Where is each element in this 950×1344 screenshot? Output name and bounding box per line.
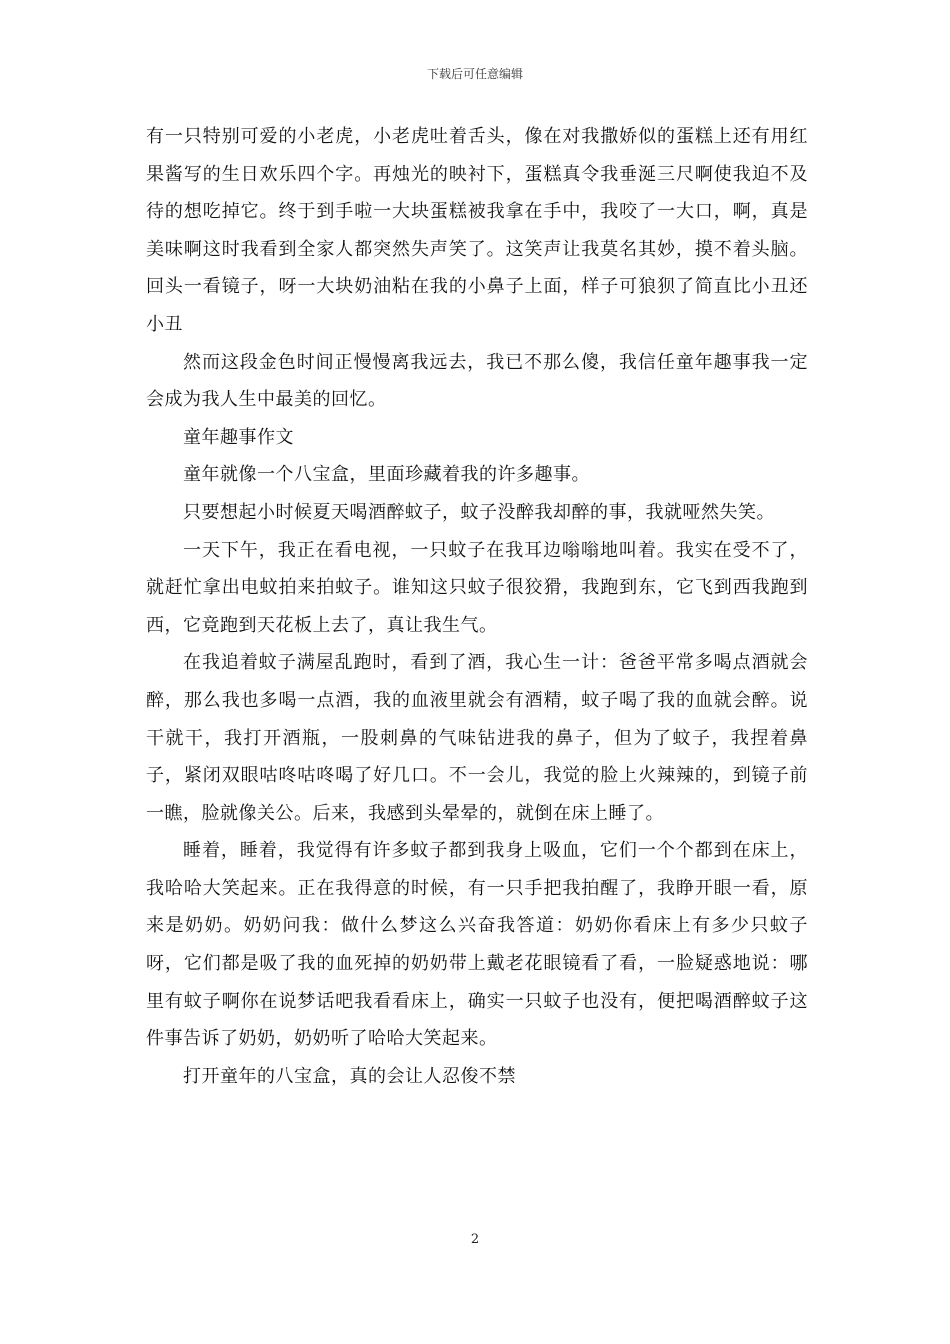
- paragraph: 打开童年的八宝盒，真的会让人忍俊不禁: [183, 1065, 516, 1087]
- paragraph: 只要想起小时候夏天喝酒醉蚊子，蚊子没醉我却醉的事，我就哑然失笑。: [183, 501, 775, 523]
- paragraph: 睡着，睡着，我觉得有许多蚊子都到我身上吸血，它们一个个都到在床上，我哈哈大笑起来。正在我得意的时候，有一只手把我拍醒了，我睁开眼一看，原来是奶奶。奶奶问我：做什么梦这么兴奋我答道：奶奶你看床上有多少只蚊子呀，它们都是吸了我的血死掉的奶奶带上戴老花眼镜看了看，一脸疑惑地说：哪里有蚊子啊你在说梦话吧我看看床上，确实一只蚊子也没有，便把喝酒醉蚊子这件事告诉了奶奶，奶奶听了哈哈大笑起来。: [146, 840, 808, 1050]
- paragraph: 在我追着蚊子满屋乱跑时，看到了酒，我心生一计：爸爸平常多喝点酒就会醉，那么我也多喝一点酒，我的血液里就会有酒精，蚊子喝了我的血就会醉。说干就干，我打开酒瓶，一股刺鼻的气味钻进我的鼻子，但为了蚊子，我捏着鼻子，紧闭双眼咕咚咕咚喝了好几口。不一会儿，我觉的脸上火辣辣的，到镜子前一瞧，脸就像关公。后来，我感到头晕晕的，就倒在床上睡了。: [146, 652, 808, 824]
- paragraph: 童年就像一个八宝盒，里面珍藏着我的许多趣事。: [183, 464, 590, 486]
- document-body: [146, 118, 808, 1095]
- page-header: 下载后可任意编辑: [426, 67, 523, 81]
- page-number: 2: [470, 1232, 480, 1247]
- paragraph: 然而这段金色时间正慢慢离我远去，我已不那么傻，我信任童年趣事我一定会成为我人生中最美的回忆。: [146, 351, 808, 411]
- paragraph-continued: 有一只特别可爱的小老虎，小老虎吐着舌头，像在对我撒娇似的蛋糕上还有用红果酱写的生日欢乐四个字。再烛光的映衬下，蛋糕真令我垂涎三尺啊使我迫不及待的想吃掉它。终于到手啦一大块蛋糕被我拿在手中，我咬了一大口，啊，真是美味啊这时我看到全家人都突然失声笑了。这笑声让我莫名其妙，摸不着头脑。回头一看镜子，呀一大块奶油粘在我的小鼻子上面，样子可狼狈了简直比小丑还小丑: [146, 126, 808, 335]
- section-title: 童年趣事作文: [183, 426, 294, 448]
- paragraph: 一天下午，我正在看电视，一只蚊子在我耳边嗡嗡地叫着。我实在受不了，就赶忙拿出电蚊拍来拍蚊子。谁知这只蚊子很狡猾，我跑到东，它飞到西我跑到西，它竟跑到天花板上去了，真让我生气。: [146, 539, 808, 636]
